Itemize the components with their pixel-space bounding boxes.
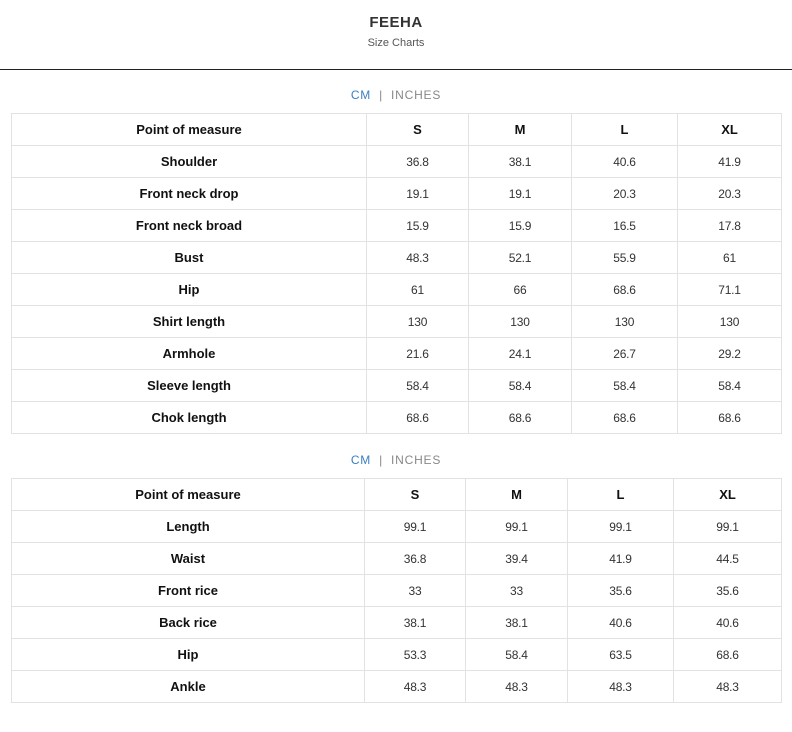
size-value: 15.9 [367,210,469,242]
header-cell: M [466,479,568,511]
table-row [12,370,782,402]
unit-toggle [0,88,792,102]
table-row [12,575,782,607]
size-value: 99.1 [568,511,674,543]
size-value: 38.1 [466,607,568,639]
size-value: 130 [469,306,572,338]
table-row [12,671,782,703]
size-value: 68.6 [572,274,678,306]
size-value: 58.4 [367,370,469,402]
size-value: 68.6 [674,639,782,671]
page-subtitle: Size Charts [367,37,425,49]
measure-label: Sleeve length [12,370,367,402]
size-value: 130 [572,306,678,338]
size-value: 48.3 [365,671,466,703]
size-value: 40.6 [572,146,678,178]
table-row [12,178,782,210]
size-value: 55.9 [572,242,678,274]
measure-label: Armhole [12,338,367,370]
header-cell: S [367,114,469,146]
size-value: 61 [367,274,469,306]
unit-cm-button[interactable]: CM [350,88,372,102]
size-value: 53.3 [365,639,466,671]
brand-title: FEEHA [369,14,423,31]
table-row [12,210,782,242]
measure-label: Shoulder [12,146,367,178]
size-value: 24.1 [469,338,572,370]
size-value: 58.4 [572,370,678,402]
size-value: 40.6 [568,607,674,639]
size-value: 48.3 [674,671,782,703]
header-cell: L [568,479,674,511]
size-value: 16.5 [572,210,678,242]
page-header [0,0,792,70]
measure-label: Front neck drop [12,178,367,210]
size-value: 35.6 [568,575,674,607]
size-value: 130 [678,306,782,338]
header-cell: XL [674,479,782,511]
size-value: 19.1 [469,178,572,210]
header-cell: Point of measure [12,479,365,511]
measure-label: Hip [12,274,367,306]
header-cell: M [469,114,572,146]
measure-label: Waist [12,543,365,575]
table-row [12,511,782,543]
measure-label: Chok length [12,402,367,434]
size-value: 48.3 [568,671,674,703]
size-value: 38.1 [365,607,466,639]
size-value: 21.6 [367,338,469,370]
table-row [12,402,782,434]
table-row [12,607,782,639]
size-value: 99.1 [365,511,466,543]
size-value: 71.1 [678,274,782,306]
size-value: 15.9 [469,210,572,242]
size-value: 48.3 [367,242,469,274]
size-chart-table [11,113,782,434]
size-value: 41.9 [678,146,782,178]
size-value: 26.7 [572,338,678,370]
header-cell: L [572,114,678,146]
size-value: 36.8 [367,146,469,178]
size-value: 99.1 [466,511,568,543]
size-value: 66 [469,274,572,306]
measure-label: Bust [12,242,367,274]
unit-cm-button[interactable]: CM [350,453,372,467]
size-value: 61 [678,242,782,274]
size-value: 68.6 [678,402,782,434]
size-value: 35.6 [674,575,782,607]
size-value: 33 [466,575,568,607]
measure-label: Hip [12,639,365,671]
size-value: 17.8 [678,210,782,242]
size-value: 36.8 [365,543,466,575]
size-value: 40.6 [674,607,782,639]
unit-toggle [0,453,792,467]
size-value: 48.3 [466,671,568,703]
size-value: 58.4 [678,370,782,402]
header-cell: XL [678,114,782,146]
table-row [12,306,782,338]
table-header-row [12,479,782,511]
size-value: 19.1 [367,178,469,210]
header-cell: Point of measure [12,114,367,146]
header-cell: S [365,479,466,511]
table-row [12,242,782,274]
size-value: 68.6 [469,402,572,434]
table-header-row [12,114,782,146]
size-value: 41.9 [568,543,674,575]
table-row [12,146,782,178]
measure-label: Shirt length [12,306,367,338]
size-value: 52.1 [469,242,572,274]
measure-label: Back rice [12,607,365,639]
size-value: 20.3 [572,178,678,210]
size-value: 44.5 [674,543,782,575]
unit-inches-button[interactable]: INCHES [391,453,442,467]
size-value: 63.5 [568,639,674,671]
size-value: 68.6 [367,402,469,434]
unit-separator: | [379,453,384,467]
measure-label: Ankle [12,671,365,703]
size-value: 33 [365,575,466,607]
size-value: 58.4 [466,639,568,671]
size-value: 39.4 [466,543,568,575]
size-value: 68.6 [572,402,678,434]
table-row [12,639,782,671]
size-value: 99.1 [674,511,782,543]
measure-label: Front rice [12,575,365,607]
table-row [12,543,782,575]
size-value: 29.2 [678,338,782,370]
unit-inches-button[interactable]: INCHES [391,88,442,102]
size-value: 20.3 [678,178,782,210]
table-row [12,274,782,306]
size-value: 38.1 [469,146,572,178]
measure-label: Front neck broad [12,210,367,242]
size-value: 130 [367,306,469,338]
measure-label: Length [12,511,365,543]
table-row [12,338,782,370]
unit-separator: | [379,88,384,102]
size-chart-table [11,478,782,703]
size-value: 58.4 [469,370,572,402]
